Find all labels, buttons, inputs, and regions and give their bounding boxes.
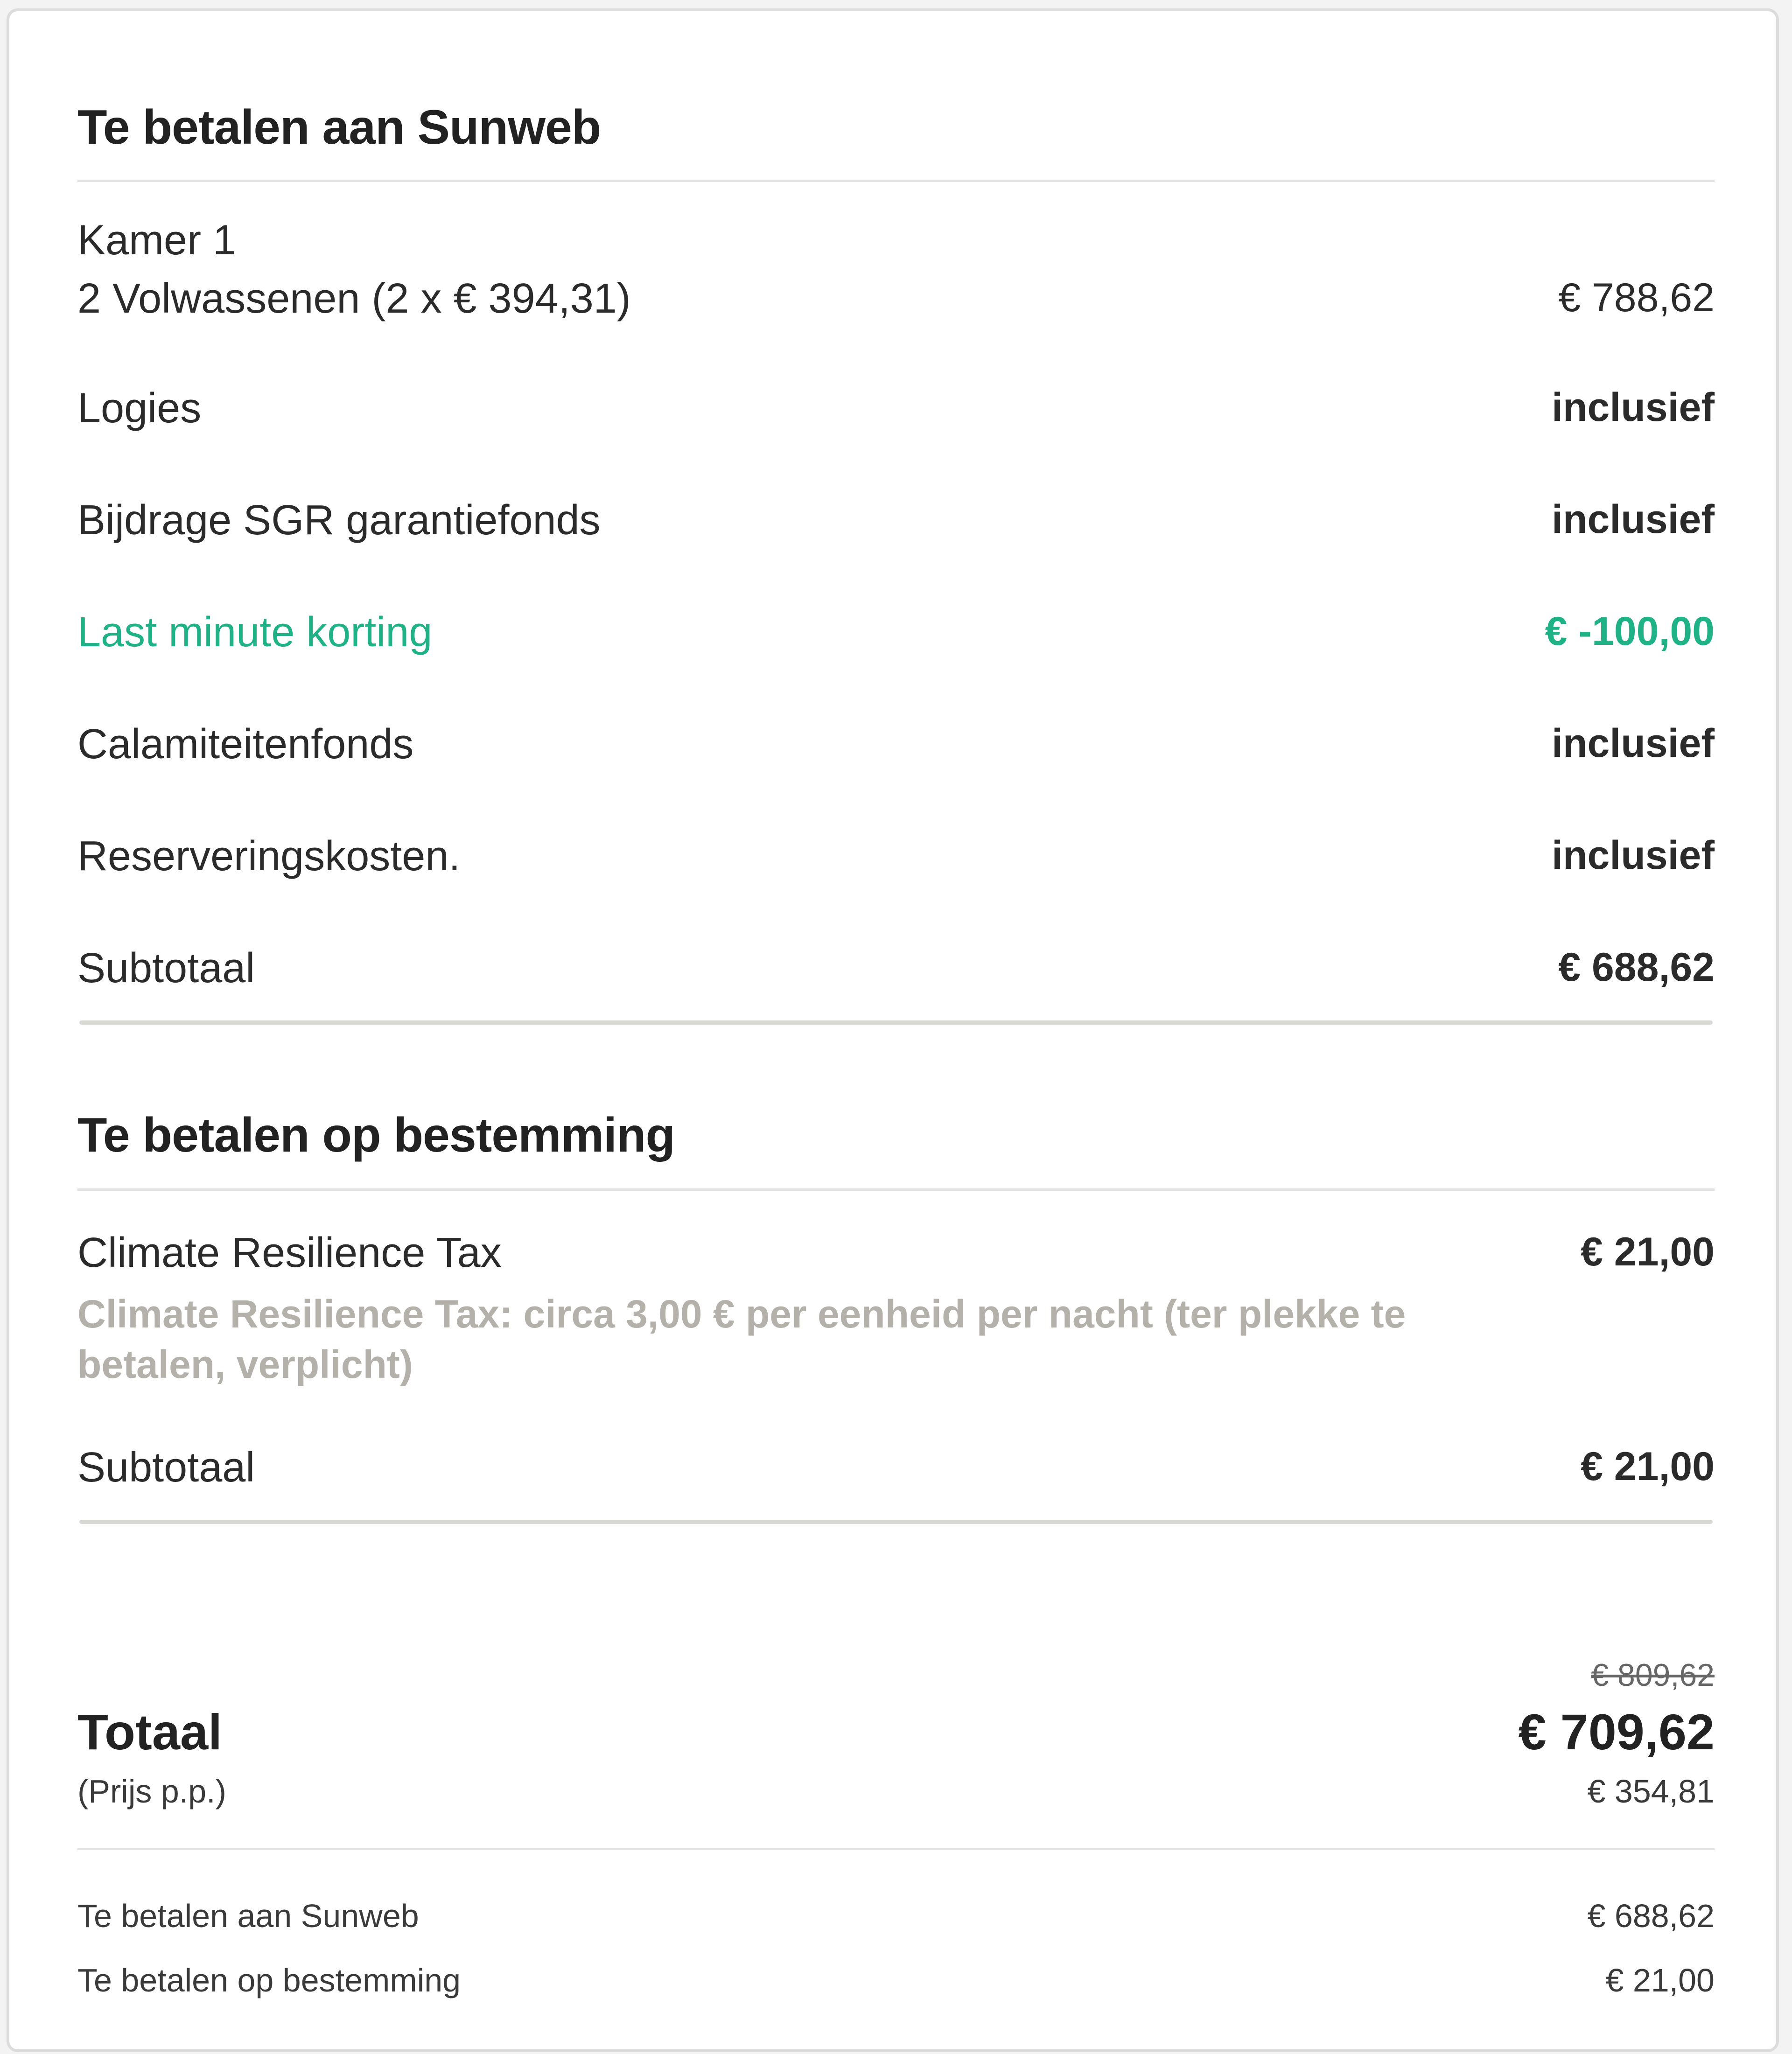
divider: [77, 1188, 1715, 1191]
breakdown-value: € 21,00: [1605, 1962, 1715, 1998]
breakdown-label: Te betalen op bestemming: [77, 1962, 461, 1998]
adults-row: [77, 275, 1715, 323]
line-item-value: inclusief: [1552, 385, 1715, 430]
destination-section-title: Te betalen op bestemming: [77, 1108, 675, 1162]
tax-value: € 21,00: [1581, 1230, 1715, 1274]
line-item-value: inclusief: [1552, 497, 1715, 542]
old-price-row: [77, 1657, 1715, 1693]
destination-subtotal-row: [77, 1444, 1715, 1492]
discount-value: € -100,00: [1545, 609, 1715, 654]
tax-row: [77, 1229, 1715, 1277]
total-row: [77, 1703, 1715, 1761]
room-label: Kamer 1: [77, 217, 237, 264]
total-value: € 709,62: [1518, 1704, 1715, 1760]
line-item-label: Calamiteitenfonds: [77, 721, 414, 768]
per-person-row: [77, 1773, 1715, 1810]
line-item-label: Reserveringskosten.: [77, 833, 461, 880]
line-item-value: inclusief: [1552, 833, 1715, 878]
line-item-sgr: [77, 496, 1715, 545]
discount-label: Last minute korting: [77, 609, 433, 656]
adults-label: 2 Volwassenen (2 x € 394,31): [77, 275, 631, 322]
breakdown-value: € 688,62: [1587, 1898, 1715, 1934]
line-item-label: Bijdrage SGR garantiefonds: [77, 497, 601, 544]
section-divider: [79, 1520, 1713, 1524]
divider: [77, 180, 1715, 182]
line-item-logies: [77, 384, 1715, 433]
price-summary-card: [7, 8, 1779, 2052]
sunweb-subtotal-row: [77, 944, 1715, 992]
total-label: Totaal: [77, 1704, 223, 1760]
tax-note: Climate Resilience Tax: circa 3,00 € per eenheid per nacht (ter plekke te betalen, verplicht): [77, 1292, 1406, 1386]
breakdown-label: Te betalen aan Sunweb: [77, 1898, 419, 1934]
tax-note-row: [77, 1289, 1715, 1390]
per-person-value: € 354,81: [1587, 1773, 1715, 1809]
line-item-calamiteitenfonds: [77, 720, 1715, 769]
old-price: € 809,62: [1591, 1657, 1715, 1693]
adults-value: € 788,62: [1558, 275, 1715, 320]
breakdown-row: [77, 1962, 1715, 1999]
per-person-label: (Prijs p.p.): [77, 1773, 226, 1809]
line-item-reservation: [77, 832, 1715, 880]
breakdown-row: [77, 1897, 1715, 1935]
subtotal-label: Subtotaal: [77, 945, 255, 992]
line-item-label: Logies: [77, 385, 202, 432]
section-divider: [79, 1020, 1713, 1025]
subtotal-label: Subtotaal: [77, 1444, 255, 1491]
divider: [77, 1848, 1715, 1850]
tax-label: Climate Resilience Tax: [77, 1230, 502, 1276]
sunweb-section-title: Te betalen aan Sunweb: [77, 100, 601, 154]
line-item-discount: [77, 608, 1715, 657]
line-item-value: inclusief: [1552, 721, 1715, 766]
subtotal-value: € 21,00: [1581, 1444, 1715, 1489]
room-label-row: [77, 217, 1715, 265]
subtotal-value: € 688,62: [1558, 945, 1715, 990]
